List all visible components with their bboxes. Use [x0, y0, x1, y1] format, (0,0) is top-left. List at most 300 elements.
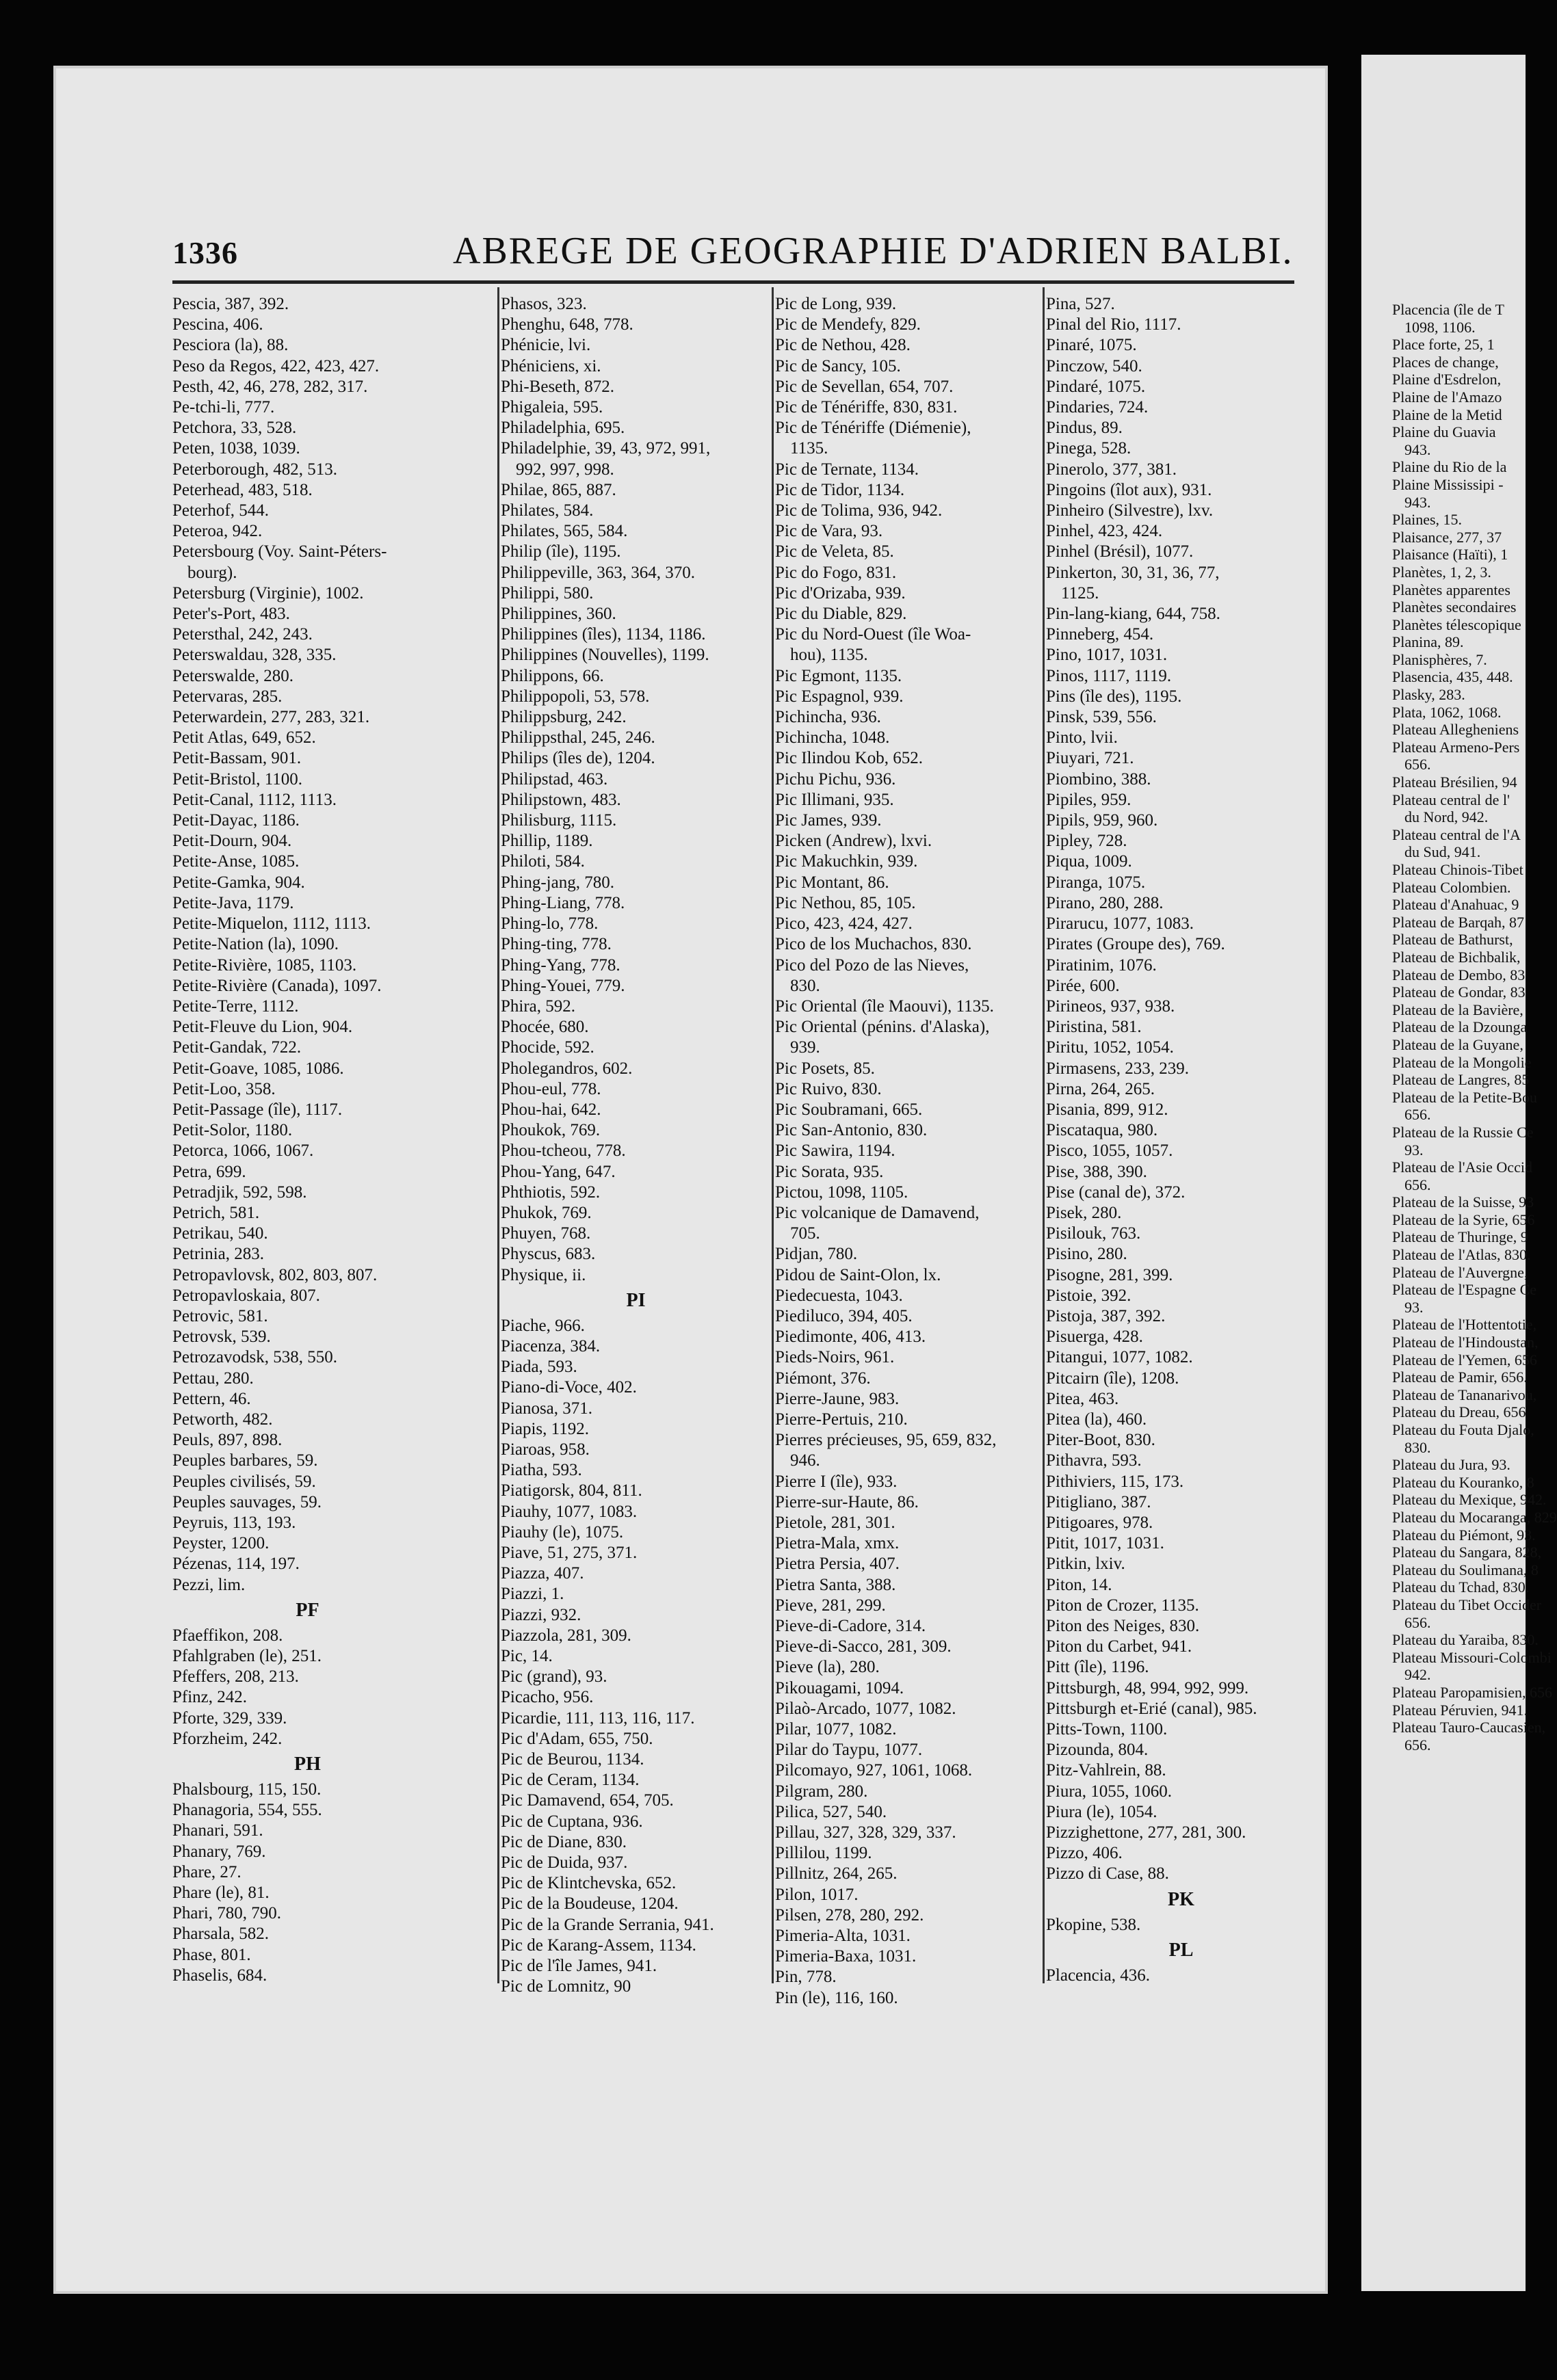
- index-entry: Picardie, 111, 113, 116, 117.: [501, 1708, 695, 1728]
- index-entry: Pisek, 280.: [1046, 1203, 1122, 1222]
- index-entry: Pic Egmont, 1135.: [775, 666, 902, 685]
- index-entry: Petrich, 581.: [172, 1203, 260, 1222]
- index-entry: Pillau, 327, 328, 329, 337.: [775, 1823, 956, 1842]
- index-entry: Phasos, 323.: [501, 295, 587, 313]
- index-entry: 943.: [1404, 440, 1431, 458]
- index-entry: Pic du Diable, 829.: [775, 605, 907, 624]
- index-entry: Pic do Fogo, 831.: [775, 563, 897, 582]
- index-entry: 656.: [1404, 756, 1431, 774]
- index-entry: Piratinim, 1076.: [1046, 955, 1157, 975]
- index-entry: Pise, 388, 390.: [1046, 1162, 1147, 1181]
- index-entry: Pettern, 46.: [172, 1389, 251, 1408]
- index-entry: Phi-Beseth, 872.: [501, 377, 614, 396]
- index-entry: du Nord, 942.: [1404, 808, 1489, 826]
- index-entry: Pieve, 281, 299.: [775, 1596, 886, 1615]
- index-entry: Pirna, 264, 265.: [1046, 1079, 1155, 1098]
- index-entry: Phing-Youei, 779.: [501, 976, 625, 995]
- index-entry: Piranga, 1075.: [1046, 873, 1146, 892]
- index-entry: Piton des Neiges, 830.: [1046, 1617, 1200, 1635]
- index-entry: Philippons, 66.: [501, 666, 604, 685]
- index-entry: Plaine du Rio de la: [1392, 458, 1507, 476]
- index-entry: Piediluco, 394, 405.: [775, 1306, 913, 1325]
- index-entry: Planètes télescopique: [1392, 616, 1521, 633]
- index-entry: bourg).: [187, 563, 237, 582]
- index-entry: Petite-Rivière (Canada), 1097.: [172, 976, 382, 995]
- index-entry: Plaine de l'Amazo: [1392, 388, 1502, 406]
- index-entry: Pic de Sevellan, 654, 707.: [775, 377, 954, 396]
- index-entry: Phanary, 769.: [172, 1842, 266, 1861]
- index-entry: Plasencia, 435, 448.: [1392, 668, 1513, 686]
- index-entry: Pitea (la), 460.: [1046, 1410, 1147, 1429]
- index-entry: Plateau Paropamisien, 656: [1392, 1683, 1553, 1701]
- index-entry: Philates, 565, 584.: [501, 522, 628, 541]
- index-entry: Petite-Gamka, 904.: [172, 873, 305, 892]
- index-entry: Petropavlovsk, 802, 803, 807.: [172, 1265, 378, 1284]
- index-entry: du Sud, 941.: [1404, 843, 1481, 861]
- index-entry: Phukok, 769.: [501, 1203, 592, 1222]
- index-entry: Peter's-Port, 483.: [172, 605, 290, 624]
- index-entry: Placencia (île de T: [1392, 301, 1504, 318]
- index-entry: Pizzo di Case, 88.: [1046, 1864, 1169, 1883]
- index-entry: Phing-ting, 778.: [501, 935, 612, 954]
- index-entry: Plateau de la Russie Ce: [1392, 1123, 1534, 1141]
- index-entry: Phira, 592.: [501, 996, 576, 1016]
- index-entry: Phillip, 1189.: [501, 832, 593, 851]
- index-entry: Plateau Brésilien, 94: [1392, 774, 1517, 791]
- index-entry: Phanagoria, 554, 555.: [172, 1801, 322, 1820]
- index-entry: Peyster, 1200.: [172, 1534, 270, 1553]
- index-entry: Piada, 593.: [501, 1358, 577, 1377]
- index-entry: Pistoie, 392.: [1046, 1286, 1131, 1305]
- index-entry: Pipils, 959, 960.: [1046, 811, 1158, 830]
- index-entry: Pilcomayo, 927, 1061, 1068.: [775, 1761, 973, 1780]
- index-entry: Plateau de l'Asie Occid: [1392, 1159, 1532, 1176]
- index-entry: Plaine Mississipi -: [1392, 475, 1504, 493]
- index-entry: Piano-di-Voce, 402.: [501, 1378, 637, 1397]
- index-entry: Plateau de Langres, 85: [1392, 1071, 1530, 1089]
- index-entry: Phoukok, 769.: [501, 1121, 601, 1140]
- index-entry: Plateau de la Dzounga: [1392, 1018, 1528, 1036]
- index-entry: Pirano, 280, 288.: [1046, 893, 1164, 912]
- index-entry: Plateau de Dembo, 83: [1392, 966, 1526, 983]
- index-entry: Pilar do Taypu, 1077.: [775, 1741, 923, 1760]
- index-entry: Plateau du Piémont, 93.: [1392, 1526, 1536, 1544]
- column-divider: [1043, 287, 1045, 1983]
- index-entry: Pinneberg, 454.: [1046, 625, 1154, 644]
- page-number: 1336: [172, 235, 238, 270]
- index-entry: Phare, 27.: [172, 1862, 241, 1881]
- index-entry: Pitit, 1017, 1031.: [1046, 1534, 1164, 1553]
- index-entry: Pingoins (îlot aux), 931.: [1046, 480, 1212, 499]
- index-entry: Pic de Nethou, 428.: [775, 336, 911, 355]
- index-entry: Phari, 780, 790.: [172, 1904, 282, 1923]
- index-entry: Pforzheim, 242.: [172, 1729, 283, 1748]
- index-entry: Picacho, 956.: [501, 1688, 594, 1707]
- index-entry: Plateau Colombien.: [1392, 878, 1511, 896]
- index-entry: Pic de Tidor, 1134.: [775, 480, 905, 499]
- index-entry: Phéniciens, xi.: [501, 356, 601, 375]
- index-entry: Peterswaldau, 328, 335.: [172, 646, 337, 665]
- running-title: ABREGE DE GEOGRAPHIE D'ADRIEN BALBI.: [453, 230, 1294, 272]
- section-heading: PF: [296, 1599, 319, 1621]
- index-entry: Pic Ilindou Kob, 652.: [775, 749, 923, 768]
- index-entry: Piacenza, 384.: [501, 1336, 601, 1356]
- index-entry: Pic de Duida, 937.: [501, 1853, 628, 1873]
- index-entry: Pierre-Jaune, 983.: [775, 1389, 900, 1408]
- index-entry: Piritu, 1052, 1054.: [1046, 1038, 1174, 1057]
- index-entry: Petersbourg (Voy. Saint-Péters-: [172, 542, 387, 561]
- index-entry: Plateau de Barqah, 87: [1392, 913, 1525, 931]
- index-entry: Petite-Anse, 1085.: [172, 852, 300, 871]
- index-entry: Pholegandros, 602.: [501, 1059, 633, 1078]
- index-entry: Pic de Lomnitz, 90: [501, 1977, 631, 1996]
- index-entry: Peteroa, 942.: [172, 522, 263, 541]
- index-entry: Pin-lang-kiang, 644, 758.: [1046, 605, 1220, 624]
- index-entry: Piuyari, 721.: [1046, 749, 1134, 768]
- index-entry: Pilgram, 280.: [775, 1782, 868, 1801]
- index-entry: Pilaò-Arcado, 1077, 1082.: [775, 1699, 956, 1718]
- index-entry: Pic de l'île James, 941.: [501, 1957, 657, 1976]
- index-entry: Pistoja, 387, 392.: [1046, 1306, 1166, 1325]
- index-entry: Philae, 865, 887.: [501, 480, 616, 499]
- index-entry: Pic Oriental (pénins. d'Alaska),: [775, 1018, 990, 1037]
- index-entry: Petit-Dayac, 1186.: [172, 811, 300, 830]
- index-entry: Petit-Solor, 1180.: [172, 1121, 293, 1140]
- index-entry: Plateau de l'Hindoustan,: [1392, 1334, 1539, 1351]
- index-entry: Physique, ii.: [501, 1265, 586, 1284]
- index-entry: 830.: [790, 976, 820, 995]
- index-entry: Piazzi, 1.: [501, 1585, 564, 1604]
- index-entry: Piter-Boot, 830.: [1046, 1431, 1155, 1450]
- index-entry: Philippi, 580.: [501, 583, 594, 603]
- index-entry: Pfeffers, 208, 213.: [172, 1667, 299, 1687]
- index-entry: Petit-Bristol, 1100.: [172, 769, 303, 789]
- index-entry: Plateau du Mocaranga, 829: [1392, 1508, 1557, 1526]
- header-rule: [172, 280, 1294, 284]
- index-entry: Pinto, lvii.: [1046, 728, 1118, 748]
- index-entry: Plateau Péruvien, 941.: [1392, 1701, 1528, 1719]
- index-entry: Pic Espagnol, 939.: [775, 687, 904, 706]
- index-entry: Petradjik, 592, 598.: [172, 1182, 307, 1202]
- index-entry: Pizounda, 804.: [1046, 1741, 1149, 1760]
- index-entry: Pic Sorata, 935.: [775, 1162, 884, 1181]
- index-entry: 1135.: [790, 439, 828, 458]
- index-entry: Pic de Klintchevska, 652.: [501, 1874, 677, 1893]
- index-entry: Pichincha, 1048.: [775, 728, 890, 748]
- index-entry: Pin (le), 116, 160.: [775, 1988, 898, 2007]
- index-entry: 943.: [1404, 493, 1431, 511]
- index-entry: Pitea, 463.: [1046, 1389, 1119, 1408]
- index-entry: Piémont, 376.: [775, 1368, 871, 1388]
- index-entry: 656.: [1404, 1176, 1431, 1193]
- index-entry: Petrovsk, 539.: [172, 1327, 271, 1347]
- index-entry: Peterwardein, 277, 283, 321.: [172, 708, 370, 727]
- index-entry: Pietra Santa, 388.: [775, 1575, 896, 1594]
- index-entry: Pesciora (la), 88.: [172, 336, 289, 355]
- index-entry: Pic San-Antonio, 830.: [775, 1121, 928, 1140]
- index-entry: Petit-Goave, 1085, 1086.: [172, 1059, 344, 1078]
- index-entry: Pithavra, 593.: [1046, 1451, 1142, 1470]
- index-entry: Piazzola, 281, 309.: [501, 1626, 631, 1645]
- index-column-4: [1046, 294, 1316, 1986]
- index-entry: Plateau du Fouta Djalo,: [1392, 1421, 1534, 1438]
- index-entry: 1098, 1106.: [1404, 318, 1476, 336]
- index-entry: Petrozavodsk, 538, 550.: [172, 1348, 337, 1367]
- index-entry: Plateau de la Bavière,: [1392, 1001, 1523, 1018]
- index-entry: Phthiotis, 592.: [501, 1182, 601, 1202]
- index-entry: Plateau Armeno-Pers: [1392, 738, 1520, 756]
- index-entry: Pidjan, 780.: [775, 1245, 858, 1264]
- index-entry: Plateau central de l'A: [1392, 825, 1521, 843]
- index-entry: Piton, 14.: [1046, 1575, 1112, 1594]
- index-entry: Peuples sauvages, 59.: [172, 1492, 322, 1511]
- index-entry: Pic Illimani, 935.: [775, 790, 894, 809]
- index-entry: Plaines, 15.: [1392, 511, 1463, 529]
- index-entry: Pitts-Town, 1100.: [1046, 1720, 1168, 1739]
- index-entry: Pic d'Adam, 655, 750.: [501, 1729, 653, 1748]
- index-entry: Pins (île des), 1195.: [1046, 687, 1182, 706]
- index-entry: Pieve-di-Sacco, 281, 309.: [775, 1637, 952, 1656]
- index-entry: Planètes apparentes: [1392, 581, 1510, 598]
- index-entry: Plateau de l'Auvergne,: [1392, 1263, 1528, 1281]
- index-entry: 656.: [1404, 1613, 1431, 1631]
- index-entry: Petit-Fleuve du Lion, 904.: [172, 1018, 353, 1037]
- index-entry: Pilon, 1017.: [775, 1885, 859, 1904]
- index-entry: Pinos, 1117, 1119.: [1046, 666, 1172, 685]
- index-entry: Philates, 584.: [501, 501, 594, 520]
- index-entry: Pic de Karang-Assem, 1134.: [501, 1935, 696, 1955]
- index-entry: Phare (le), 81.: [172, 1883, 270, 1903]
- index-entry: Pic volcanique de Damavend,: [775, 1203, 980, 1222]
- index-entry: Piton du Carbet, 941.: [1046, 1637, 1192, 1656]
- index-entry: Pharsala, 582.: [172, 1925, 269, 1944]
- section-heading: PK: [1168, 1888, 1194, 1910]
- index-entry: Pinczow, 540.: [1046, 356, 1142, 375]
- index-entry: Pic Oriental (île Maouvi), 1135.: [775, 996, 994, 1016]
- index-column-2: [501, 294, 771, 1997]
- index-entry: Philippsburg, 242.: [501, 708, 627, 727]
- index-entry: Pinkerton, 30, 31, 36, 77,: [1046, 563, 1220, 582]
- index-entry: Plateau Chinois-Tibet: [1392, 861, 1523, 878]
- index-entry: Philippines (Nouvelles), 1199.: [501, 646, 709, 665]
- index-entry: Pithiviers, 115, 173.: [1046, 1472, 1184, 1491]
- index-entry: Petit-Bassam, 901.: [172, 749, 302, 768]
- index-entry: Pinheiro (Silvestre), lxv.: [1046, 501, 1214, 520]
- index-entry: Pic Sawira, 1194.: [775, 1141, 895, 1161]
- index-entry: Pisogne, 281, 399.: [1046, 1265, 1173, 1284]
- section-heading: PH: [294, 1754, 321, 1775]
- index-entry: Piristina, 581.: [1046, 1018, 1142, 1037]
- index-entry: Pic de Vara, 93.: [775, 522, 883, 541]
- index-entry: Petit-Canal, 1112, 1113.: [172, 790, 337, 809]
- index-entry: Pic Soubramani, 665.: [775, 1100, 923, 1119]
- index-entry: 656.: [1404, 1736, 1431, 1754]
- index-entry: Pipley, 728.: [1046, 832, 1127, 851]
- index-entry: Philadelphia, 695.: [501, 419, 625, 438]
- index-entry: Petit-Dourn, 904.: [172, 832, 292, 851]
- index-entry: Plaisance (Haïti), 1: [1392, 546, 1508, 564]
- index-entry: Pic de la Boudeuse, 1204.: [501, 1894, 679, 1914]
- index-entry: Piura (le), 1054.: [1046, 1802, 1157, 1821]
- index-column-3: [775, 294, 1045, 2009]
- index-entry: Plasky, 283.: [1392, 686, 1465, 704]
- index-entry: Pino, 1017, 1031.: [1046, 646, 1168, 665]
- index-entry: Pic Makuchkin, 939.: [775, 852, 918, 871]
- index-entry: Piave, 51, 275, 371.: [501, 1543, 638, 1562]
- index-entry: Plateau de Pamir, 656.: [1392, 1368, 1528, 1386]
- index-entry: Pictou, 1098, 1105.: [775, 1182, 908, 1202]
- index-entry: Peuples civilisés, 59.: [172, 1472, 316, 1491]
- index-entry: Petorca, 1066, 1067.: [172, 1141, 314, 1161]
- index-entry: Plateau de Thuringe, 9: [1392, 1228, 1528, 1246]
- index-entry: Pforte, 329, 339.: [172, 1708, 287, 1728]
- index-entry: Pic de Long, 939.: [775, 295, 897, 313]
- index-entry: Piombino, 388.: [1046, 769, 1151, 789]
- index-entry: Pic Posets, 85.: [775, 1059, 875, 1078]
- index-entry: Pézenas, 114, 197.: [172, 1555, 300, 1574]
- index-entry: Pitz-Vahlrein, 88.: [1046, 1761, 1166, 1780]
- index-entry: Pfahlgraben (le), 251.: [172, 1647, 322, 1665]
- index-entry: Pizzo, 406.: [1046, 1844, 1123, 1863]
- index-entry: Peterborough, 482, 513.: [172, 460, 337, 479]
- page-header: [172, 229, 1294, 277]
- index-entry: Pico de los Muchachos, 830.: [775, 935, 972, 954]
- index-entry: Petrikau, 540.: [172, 1224, 268, 1243]
- index-entry: Piatigorsk, 804, 811.: [501, 1481, 642, 1500]
- index-entry: Phuyen, 768.: [501, 1224, 591, 1243]
- index-entry: Places de change,: [1392, 353, 1499, 371]
- index-entry: Plateau de la Guyane,: [1392, 1035, 1523, 1053]
- index-entry: Philipstown, 483.: [501, 790, 621, 809]
- index-entry: Planisphères, 7.: [1392, 650, 1487, 668]
- index-entry: Peterswalde, 280.: [172, 666, 294, 685]
- index-entry: Piatha, 593.: [501, 1461, 582, 1480]
- index-entry: Pisino, 280.: [1046, 1245, 1127, 1264]
- index-entry: Phenghu, 648, 778.: [501, 315, 633, 334]
- index-entry: Plateau du Sangara, 828,: [1392, 1544, 1542, 1561]
- index-entry: Peuls, 897, 898.: [172, 1431, 283, 1450]
- index-entry: Peterhof, 544.: [172, 501, 269, 520]
- index-entry: Pic de Ténériffe, 830, 831.: [775, 398, 958, 417]
- index-entry: Pic de Sancy, 105.: [775, 356, 901, 375]
- index-entry: Petit-Loo, 358.: [172, 1079, 276, 1098]
- index-entry: Philisburg, 1115.: [501, 811, 617, 830]
- column-divider: [497, 287, 499, 1983]
- index-entry: hou), 1135.: [790, 646, 868, 665]
- index-entry: Petit Atlas, 649, 652.: [172, 728, 316, 748]
- index-entry: Phou-tcheou, 778.: [501, 1141, 626, 1161]
- index-entry: Pilica, 527, 540.: [775, 1802, 887, 1821]
- index-entry: Pitkin, lxiv.: [1046, 1555, 1125, 1574]
- index-entry: Petit-Gandak, 722.: [172, 1038, 302, 1057]
- index-entry: Pitcairn (île), 1208.: [1046, 1368, 1179, 1388]
- index-entry: Plateau du Soulimana, 8: [1392, 1561, 1539, 1578]
- index-entry: 939.: [790, 1038, 820, 1057]
- index-entry: Peuples barbares, 59.: [172, 1451, 318, 1470]
- index-entry: Pic de Veleta, 85.: [775, 542, 894, 561]
- index-entry: Pietra Persia, 407.: [775, 1555, 900, 1574]
- index-entry: Planètes, 1, 2, 3.: [1392, 563, 1491, 581]
- index-entry: Plateau d'Anahuac, 9: [1392, 896, 1519, 914]
- index-entry: Pichincha, 936.: [775, 708, 881, 727]
- index-entry: Plateau de la Suisse, 93: [1392, 1193, 1534, 1211]
- index-entry: Pezzi, lim.: [172, 1575, 246, 1594]
- index-entry: Pillnitz, 264, 265.: [775, 1864, 898, 1883]
- index-entry: Pe-tchi-li, 777.: [172, 398, 275, 417]
- index-entry: Plateau du Mexique, 942.: [1392, 1491, 1547, 1509]
- index-entry: Plateau du Tibet Occider: [1392, 1596, 1542, 1613]
- index-entry: Physcus, 683.: [501, 1245, 596, 1264]
- index-entry: Plateau du Yaraiba, 830.: [1392, 1631, 1539, 1649]
- index-entry: Pinhel, 423, 424.: [1046, 522, 1163, 541]
- index-entry: Piache, 966.: [501, 1316, 585, 1335]
- index-entry: 93.: [1404, 1141, 1424, 1159]
- index-entry: 946.: [790, 1451, 820, 1470]
- column-divider: [772, 287, 774, 1983]
- index-entry: Petite-Miquelon, 1112, 1113.: [172, 914, 371, 934]
- index-entry: Pinerolo, 377, 381.: [1046, 460, 1177, 479]
- index-entry: Philip (île), 1195.: [501, 542, 621, 561]
- index-entry: Petropavloskaia, 807.: [172, 1286, 320, 1305]
- index-entry: Pindus, 89.: [1046, 419, 1123, 438]
- index-entry: 1125.: [1061, 583, 1099, 603]
- index-entry: Petite-Terre, 1112.: [172, 996, 299, 1016]
- index-entry: Pirée, 600.: [1046, 976, 1120, 995]
- index-entry: Pfinz, 242.: [172, 1688, 248, 1707]
- index-entry: Petite-Nation (la), 1090.: [172, 935, 339, 954]
- index-entry: Petra, 699.: [172, 1162, 246, 1181]
- index-column-1: [172, 294, 443, 1986]
- index-entry: Pic de Tolima, 936, 942.: [775, 501, 943, 520]
- index-entry: Pillilou, 1199.: [775, 1844, 872, 1863]
- index-entry: Plateau de Bichbalik,: [1392, 948, 1521, 966]
- index-entry: Phing-jang, 780.: [501, 873, 614, 892]
- index-entry: Petit-Passage (île), 1117.: [172, 1100, 343, 1119]
- index-entry: Pfaeffikon, 208.: [172, 1626, 283, 1645]
- index-entry: Phocide, 592.: [501, 1038, 594, 1057]
- index-entry: Pierre-Pertuis, 210.: [775, 1410, 908, 1429]
- index-entry: 992, 997, 998.: [516, 460, 614, 479]
- index-entry: Pinal del Rio, 1117.: [1046, 315, 1181, 334]
- index-entry: Pic de Diane, 830.: [501, 1832, 627, 1851]
- index-entry: Plateau du Kouranko, 8: [1392, 1473, 1534, 1491]
- index-entry: Plateau de l'Yemen, 656: [1392, 1351, 1537, 1368]
- index-entry: Piton de Crozer, 1135.: [1046, 1596, 1199, 1615]
- index-entry: Piapis, 1192.: [501, 1419, 589, 1438]
- index-entry: Pic Damavend, 654, 705.: [501, 1791, 674, 1810]
- index-entry: Plateau de Gondar, 83: [1392, 983, 1526, 1001]
- index-entry: Pic Nethou, 85, 105.: [775, 893, 916, 912]
- index-entry: Petersburg (Virginie), 1002.: [172, 583, 364, 603]
- index-entry: Phing-Yang, 778.: [501, 955, 620, 975]
- index-entry: Philippeville, 363, 364, 370.: [501, 563, 696, 582]
- index-entry: Pic Montant, 86.: [775, 873, 889, 892]
- index-entry: Pimeria-Alta, 1031.: [775, 1927, 911, 1946]
- index-entry: Plateau Tauro-Caucasien,: [1392, 1719, 1546, 1736]
- index-entry: Pettau, 280.: [172, 1368, 254, 1388]
- index-entry: Plateau Missouri-Colombi: [1392, 1648, 1552, 1666]
- index-entry: Piedecuesta, 1043.: [775, 1286, 903, 1305]
- index-entry: Piedimonte, 406, 413.: [775, 1327, 926, 1347]
- index-entry: Pieve-di-Cadore, 314.: [775, 1617, 926, 1635]
- index-entry: Pico del Pozo de las Nieves,: [775, 955, 969, 975]
- index-entry: Pitigoares, 978.: [1046, 1513, 1153, 1532]
- index-entry: Plateau de Tananarivou,: [1392, 1386, 1537, 1403]
- index-entry: Piauhy, 1077, 1083.: [501, 1502, 638, 1521]
- index-entry: Pindaré, 1075.: [1046, 377, 1146, 396]
- index-entry: Pieve (la), 280.: [775, 1658, 880, 1677]
- index-entry: Petrinia, 283.: [172, 1245, 265, 1264]
